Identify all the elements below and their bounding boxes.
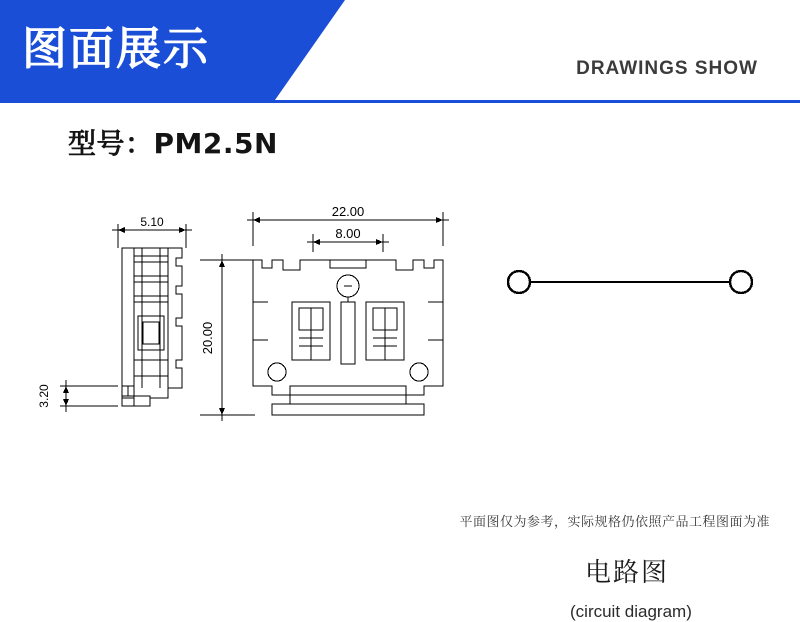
front-view-height-dim: 20.00 — [200, 321, 215, 355]
circuit-diagram-label-cn: 电路图 — [585, 558, 670, 588]
technical-drawings-svg — [0, 190, 800, 470]
page-title-en: DRAWINGS SHOW — [576, 58, 758, 79]
page-title-cn: 图面展示 — [22, 22, 211, 75]
side-view-drawing — [60, 224, 192, 412]
side-view-height-dim: 3.20 — [37, 384, 51, 408]
front-view-inner-width-dim: 8.00 — [335, 226, 361, 241]
circuit-diagram-label-en: (circuit diagram) — [570, 602, 692, 621]
circuit-diagram-graphic — [508, 271, 752, 293]
front-view-outer-width-dim: 22.00 — [331, 204, 365, 219]
header-divider — [0, 100, 800, 103]
model-number-label: 型号：PM2.5N — [68, 127, 278, 160]
page-header — [0, 0, 800, 100]
front-view-drawing — [200, 212, 449, 421]
footer-disclaimer: 平面图仅为参考，实际规格仍依照产品工程图面为准 — [459, 515, 770, 530]
side-view-width-dim: 5.10 — [140, 215, 164, 229]
